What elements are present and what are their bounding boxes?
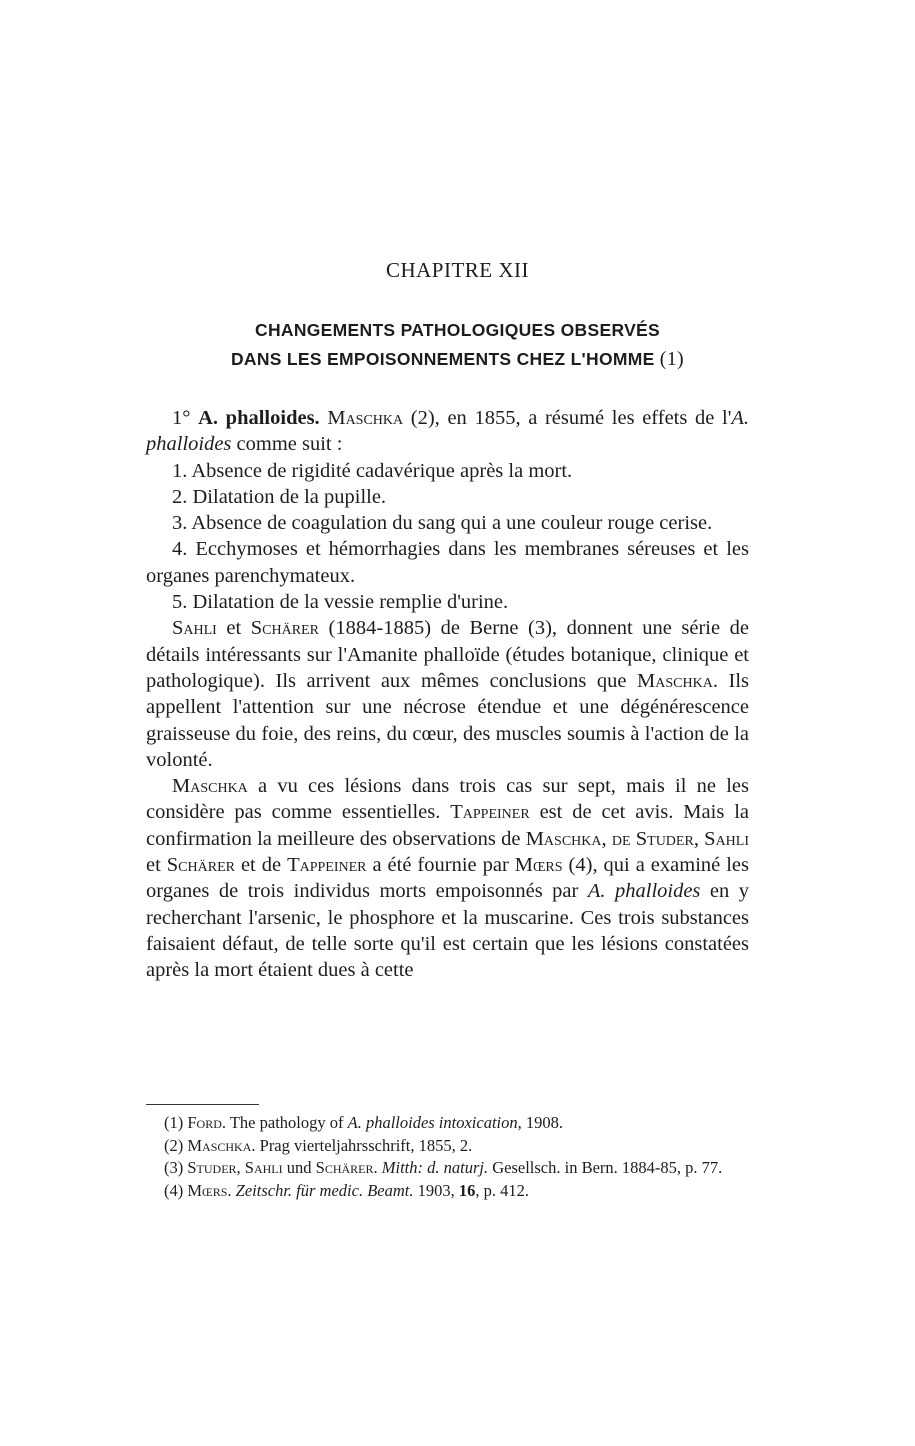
footnote <box>146 1135 749 1158</box>
footnote-number: (3) <box>164 1158 188 1177</box>
footnote <box>146 1157 749 1180</box>
text-run: en y recherchant l'arsenic, le phosphore et la muscarine. Ces trois substances faisaient défaut, de telle sorte qu'il est certain que les lésions constatées après la mort étaient dues à cette <box>146 880 750 982</box>
text-run: , <box>693 827 705 850</box>
title-text-2: DANS LES EMPOISONNEMENTS CHEZ L'HOMME <box>230 349 655 369</box>
author-name: de Studer <box>611 827 694 850</box>
footnotes <box>146 1112 749 1202</box>
list-item: 5. Dilatation de la vessie remplie d'urine. <box>172 591 509 614</box>
text-run: , <box>601 827 612 850</box>
author-name: Schärer <box>166 854 235 877</box>
footnote <box>146 1112 749 1135</box>
footnote-divider <box>146 1104 259 1105</box>
author-name: Schärer <box>315 1158 374 1177</box>
text-run: . <box>373 1158 382 1177</box>
intro-end-text: comme suit : <box>231 433 343 456</box>
text-run: und <box>282 1158 316 1177</box>
text-run: . <box>227 1180 236 1200</box>
italic-title: A. phalloides intoxication <box>347 1113 518 1132</box>
text-run: Gesellsch. in Bern. 1884-85, p. 77. <box>488 1158 723 1177</box>
section-name: A. phalloides. <box>198 407 320 429</box>
paragraph-maschka <box>146 773 749 983</box>
text-run: . Prag vierteljahrsschrift, 1855, 2. <box>251 1135 473 1155</box>
author-name: Maschka <box>637 669 713 692</box>
text-run: , 1908. <box>517 1113 564 1132</box>
list-item: 1. Absence de rigidité cadavérique après la mort. <box>172 459 573 482</box>
text-run: et de <box>234 854 288 877</box>
body-text <box>146 405 749 984</box>
text-run: . Ils appellent l'attention sur une nécrose étendue et une dégénérescence graisseuse du foie, des reins, du cœur, des muscles soumis à l'action de la volonté. <box>146 669 750 771</box>
author-name: Tappeiner <box>450 801 530 824</box>
footnote <box>146 1180 749 1203</box>
author-name: Maschka <box>327 407 404 429</box>
italic-title: Mitth: d. naturj. <box>381 1158 489 1177</box>
author-name: Mœrs <box>514 854 563 877</box>
text-run: , p. 412. <box>475 1180 529 1200</box>
italic-title: Zeitschr. für medic. Beamt. <box>235 1180 414 1200</box>
list-item: 3. Absence de coagulation du sang qui a une couleur rouge cerise. <box>172 512 713 535</box>
list-item: 2. Dilatation de la pupille. <box>172 485 387 508</box>
footnote-number: (2) <box>164 1135 188 1155</box>
chapter-heading: CHAPITRE XII <box>385 258 530 282</box>
text-run: . The pathology of <box>221 1113 348 1132</box>
text-run: et <box>216 617 251 640</box>
author-name: Sahli <box>172 617 217 640</box>
species-name: A. phalloides <box>146 407 750 456</box>
author-name: Ford <box>187 1113 222 1132</box>
author-name: Sahli <box>704 827 750 850</box>
author-name: Mœrs <box>187 1180 228 1200</box>
author-name: Tappeiner <box>287 854 367 877</box>
text-run: a été fournie par <box>366 854 515 877</box>
intro-text: (2), en 1855, a résumé les effets de l' <box>403 407 732 429</box>
author-name: Studer, Sahli <box>187 1158 283 1177</box>
species-name: A. phalloides <box>587 880 701 903</box>
section-intro <box>146 405 749 458</box>
author-name: Maschka <box>187 1135 252 1155</box>
text-run: 1903, <box>413 1180 459 1200</box>
footnote-number: (1) <box>164 1113 188 1132</box>
title-text-1: CHANGEMENTS PATHOLOGIQUES OBSERVÉS <box>255 320 660 340</box>
paragraph-sahli <box>146 615 749 773</box>
text-run: (4), qui a examiné les organes de trois individus morts empoisonnés par <box>146 854 749 903</box>
list-item: 4. Ecchymoses et hémorrhagies dans les membranes séreuses et les organes parenchymateux. <box>146 538 749 587</box>
text-run: (1884-1885) de Berne (3), donnent une série de détails intéressants sur l'Amanite phalloïde (études botanique, clinique et pathologique). Ils arrivent aux mêmes conclusions que <box>146 617 750 692</box>
volume-number: 16 <box>458 1180 476 1200</box>
author-name: Maschka <box>172 775 248 798</box>
section-number: 1° <box>172 407 191 429</box>
chapter-title-line-1 <box>0 320 915 341</box>
text-run: et <box>146 854 167 877</box>
text-run: a vu ces lésions dans trois cas sur sept, mais il ne les considère pas comme essentielles. <box>146 775 749 824</box>
chapter-title-line-2 <box>0 348 915 371</box>
author-name: Schärer <box>250 617 319 640</box>
title-footnote-ref: (1) <box>659 348 685 370</box>
text-run: est de cet avis. Mais la confirmation la meilleure des observations de <box>146 801 749 850</box>
footnote-number: (4) <box>164 1180 188 1200</box>
author-name: Maschka <box>525 827 602 850</box>
